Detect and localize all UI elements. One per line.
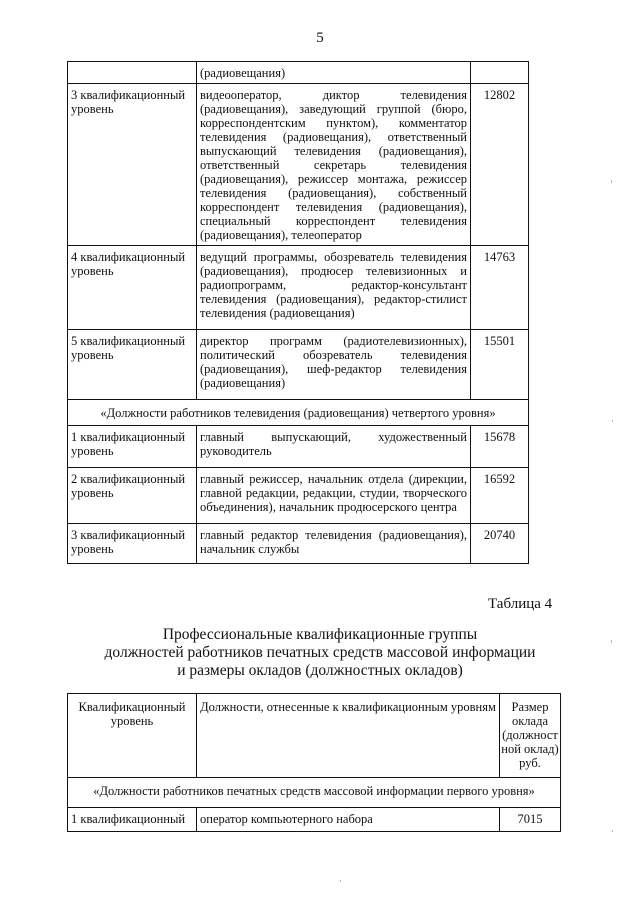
positions-cell: главный редактор телевидения (радиовещания), начальник службы [197,524,471,564]
header-positions: Должности, отнесенные к квалификационным уровням [197,694,500,778]
level-cell: 3 квалификационный уровень [68,524,197,564]
positions-cell: (радиовещания) [197,62,471,84]
salary-cell: 14763 [471,246,529,330]
level-cell: 2 квалификационный уровень [68,468,197,524]
scan-artifact [340,880,341,882]
table-row [68,246,529,330]
salary-cell: 15678 [471,426,529,468]
scan-artifact [612,420,613,422]
salary-cell: 20740 [471,524,529,564]
positions-cell: главный режиссер, начальник отдела (дирекции, главной редакции, редакции, студии, творческого объединения), начальник продюсерского центра [197,468,471,524]
level-cell: 3 квалификационный уровень [68,84,197,246]
scan-artifact [612,830,613,832]
scan-artifact [611,640,612,643]
table-title-line: и размеры окладов (должностных окладов) [177,662,463,679]
level-cell: 1 квалификационный уровень [68,426,197,468]
section-row [68,778,561,808]
header-row [68,694,561,778]
table-row [68,426,529,468]
table-row [68,808,561,832]
table-row [68,84,529,246]
table-row [68,62,529,84]
table-label: Таблица 4 [488,596,553,612]
level-cell: 1 квалификационный [68,808,197,832]
level-cell [68,62,197,84]
positions-cell: видеооператор, диктор телевидения (радиовещания), заведующий группой (бюро, корреспондентским пунктом), комментатор телевидения (радиовещания), ответственный выпускающий телевидения (радиовещания), ответственный секретарь телевидения (радиовещания), режиссер монтажа, режиссер телевидения (радиовещания), собственный корреспондент телевидения (радиовещания), специальный корреспондент телевидения (радиовещания), телеоператор [197,84,471,246]
header-level: Квалификационный уровень [68,694,197,778]
positions-cell: ведущий программы, обозреватель телевидения (радиовещания), продюсер телевизионных и радиопрограмм, редактор-консультант телевидения (радиовещания), редактор-стилист телевидения (радиовещания) [197,246,471,330]
salary-cell: 12802 [471,84,529,246]
positions-cell: директор программ (радиотелевизионных), политический обозреватель телевидения (радиовещания), шеф-редактор телевидения (радиовещания) [197,330,471,400]
positions-cell: главный выпускающий, художественный руководитель [197,426,471,468]
scan-artifact [611,180,612,183]
section-title: «Должности работников телевидения (радиовещания) четвертого уровня» [68,400,529,426]
print-media-positions-table [67,693,561,832]
section-row [68,400,529,426]
table-title-line: должностей работников печатных средств массовой информации [104,644,536,661]
salary-cell [471,62,529,84]
table-row [68,468,529,524]
table-row [68,330,529,400]
salary-cell: 7015 [500,808,561,832]
section-title: «Должности работников печатных средств массовой информации первого уровня» [68,778,561,808]
positions-cell: оператор компьютерного набора [197,808,500,832]
tv-positions-table [67,61,529,564]
page-number: 5 [316,30,324,46]
salary-cell: 16592 [471,468,529,524]
table-row [68,524,529,564]
table-title-line: Профессиональные квалификационные группы [162,626,478,643]
level-cell: 5 квалификационный уровень [68,330,197,400]
level-cell: 4 квалификационный уровень [68,246,197,330]
salary-cell: 15501 [471,330,529,400]
header-salary: Размер оклада (должност ной оклад) руб. [500,694,561,778]
